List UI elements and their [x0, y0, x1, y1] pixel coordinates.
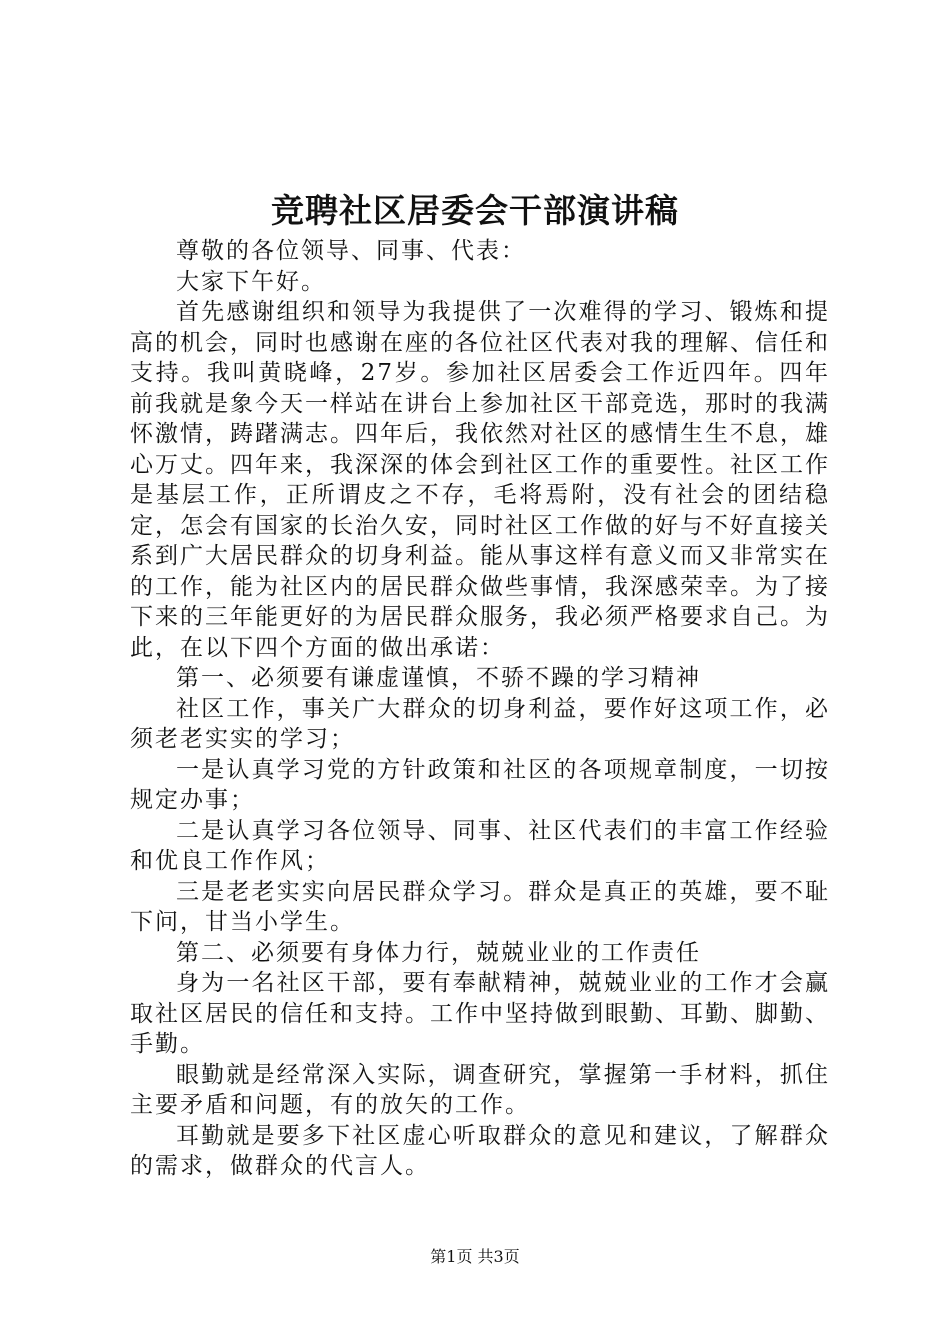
paragraph: 社区工作，事关广大群众的切身利益，要作好这项工作，必须老老实实的学习；: [130, 695, 830, 752]
paragraph-greeting: 大家下午好。: [176, 268, 326, 295]
page-number-footer: 第1页 共3页: [430, 1247, 520, 1266]
paragraph: 一是认真学习党的方针政策和社区的各项规章制度，一切按规定办事；: [130, 756, 830, 813]
document-body: [130, 236, 830, 1182]
paragraph: 眼勤就是经常深入实际，调查研究，掌握第一手材料，抓住主要矛盾和问题，有的放矢的工作。: [130, 1061, 830, 1118]
paragraph: 耳勤就是要多下社区虚心听取群众的意见和建议，了解群众的需求，做群众的代言人。: [130, 1122, 830, 1179]
paragraph: 身为一名社区干部，要有奉献精神，兢兢业业的工作才会赢取社区居民的信任和支持。工作中坚持做到眼勤、耳勤、脚勤、手勤。: [130, 970, 830, 1057]
paragraph: 三是老老实实向居民群众学习。群众是真正的英雄，要不耻下问，甘当小学生。: [130, 878, 830, 935]
document-title: 竞聘社区居委会干部演讲稿: [271, 191, 679, 230]
paragraph-introduction: 首先感谢组织和领导为我提供了一次难得的学习、锻炼和提高的机会，同时也感谢在座的各位社区代表对我的理解、信任和支持。我叫黄晓峰，27岁。参加社区居委会工作近四年。四年前我就是象今天一样站在讲台上参加社区干部竞选，那时的我满怀激情，踌躇满志。四年后，我依然对社区的感情生生不息，雄心万丈。四年来，我深深的体会到社区工作的重要性。社区工作是基层工作，正所谓皮之不存，毛将焉附，没有社会的团结稳定，怎会有国家的长治久安，同时社区工作做的好与不好直接关系到广大居民群众的切身利益。能从事这样有意义而又非常实在的工作，能为社区内的居民群众做些事情，我深感荣幸。为了接下来的三年能更好的为居民群众服务，我必须严格要求自己。为此，在以下四个方面的做出承诺：: [130, 299, 830, 661]
paragraph-heading-second: 第二、必须要有身体力行，兢兢业业的工作责任: [176, 939, 701, 966]
paragraph-heading-first: 第一、必须要有谦虚谨慎，不骄不躁的学习精神: [176, 665, 701, 691]
paragraph-salutation: 尊敬的各位领导、同事、代表：: [176, 238, 526, 264]
paragraph: 二是认真学习各位领导、同事、社区代表们的丰富工作经验和优良工作作风；: [130, 817, 830, 874]
